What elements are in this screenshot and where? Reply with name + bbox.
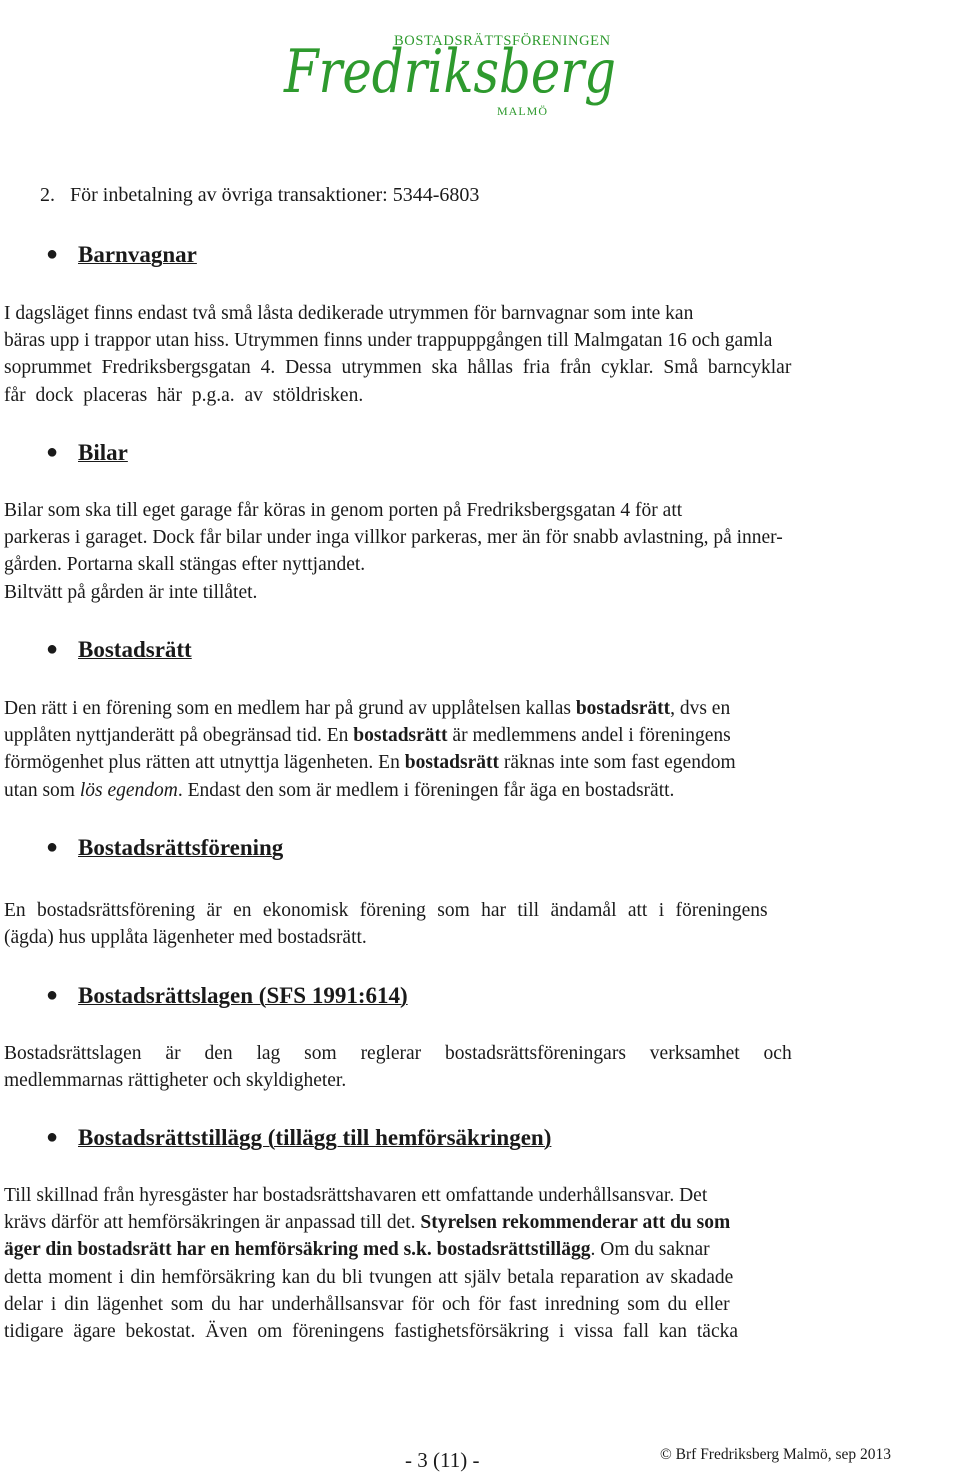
- page-number: - 3 (11) -: [405, 1448, 480, 1472]
- logo-city: MALMÖ: [497, 104, 549, 118]
- barnvagnar-paragraph: I dagsläget finns endast två små låsta dedikerade utrymmen för barnvagnar som inte kan bäras upp i trappor utan hiss. Utrymmen finns under trappuppgången till Malmgatan 16 och gamla soprummet Fredriksbergsgatan 4. Dessa utrymmen ska hållas fria från cyklar. Små barncyklar får dock placeras här p.g.a. av stöldrisken.: [4, 303, 792, 406]
- bullet-icon: ●: [46, 441, 59, 463]
- section-heading-lagen: ● Bostadsrättslagen (SFS 1991:614): [46, 983, 408, 1008]
- bullet-icon: ●: [46, 243, 59, 265]
- bilar-paragraph: Bilar som ska till eget garage får köras in genom porten på Fredriksbergsgatan 4 för att parkeras i garaget. Dock får bilar under inga villkor parkeras, mer än för snabb avlastning, på inner- gården. Portarna skall stängas efter nyttjandet. Biltvätt på gården är inte tillåtet.: [4, 500, 783, 603]
- payment-item: 2. För inbetalning av övriga transaktioner: 5344-6803: [40, 184, 480, 206]
- section-heading-tillagg: ● Bostadsrättstillägg (tillägg till hemförsäkringen): [46, 1125, 552, 1150]
- logo-top-line: BOSTADSRÄTTSFÖRENINGEN: [394, 33, 611, 49]
- bullet-icon: ●: [46, 1126, 59, 1148]
- logo-script-name: Fredriksberg: [283, 37, 616, 107]
- bullet-icon: ●: [46, 984, 59, 1006]
- section-heading-bostadsratt: ● Bostadsrätt: [46, 637, 192, 662]
- forening-paragraph: En bostadsrättsförening är en ekonomisk förening som har till ändamål att i föreningens (ägda) hus upplåta lägenheter med bostadsrätt.: [4, 900, 768, 949]
- association-logo: [282, 0, 622, 125]
- section-heading-bilar: ● Bilar: [46, 440, 128, 465]
- lagen-paragraph: Bostadsrättslagen är den lag som reglerar bostadsrättsföreningars verksamhet och medlemmarnas rättigheter och skyldigheter.: [4, 1043, 792, 1092]
- bullet-icon: ●: [46, 638, 59, 660]
- section-heading-barnvagnar: ● Barnvagnar: [46, 242, 197, 267]
- section-heading-forening: ● Bostadsrättsförening: [46, 835, 284, 860]
- bostadsratt-paragraph: Den rätt i en förening som en medlem har på grund av upplåtelsen kallas bostadsrätt, dvs en upplåten nyttjanderätt på obegränsad tid. En bostadsrätt är medlemmens andel i föreningens förmögenhet plus rätten att utnyttja lägenheten. En bostadsrätt räknas inte som fast egendom utan som lös egendom. Endast den som är medlem i föreningen får äga en bostadsrätt.: [4, 698, 736, 801]
- tillagg-paragraph: Till skillnad från hyresgäster har bostadsrättshavaren ett omfattande underhållsansvar. Det krävs därför att hemförsäkringen är anpassad till det. Styrelsen rekommenderar att du som äger din bostadsrätt har en hemförsäkring med s.k. bostadsrättstillägg. Om du saknar detta moment i din hemförsäkring kan du bli tvungen att själv betala reparation av skadade delar i din lägenhet som du har underhållsansvar för och för fast inredning som du eller tidigare ägare bekostat. Även om föreningens fastighetsförsäkring i vissa fall kan täcka: [4, 1185, 739, 1343]
- copyright-notice: © Brf Fredriksberg Malmö, sep 2013: [660, 1446, 892, 1463]
- bullet-icon: ●: [46, 836, 59, 858]
